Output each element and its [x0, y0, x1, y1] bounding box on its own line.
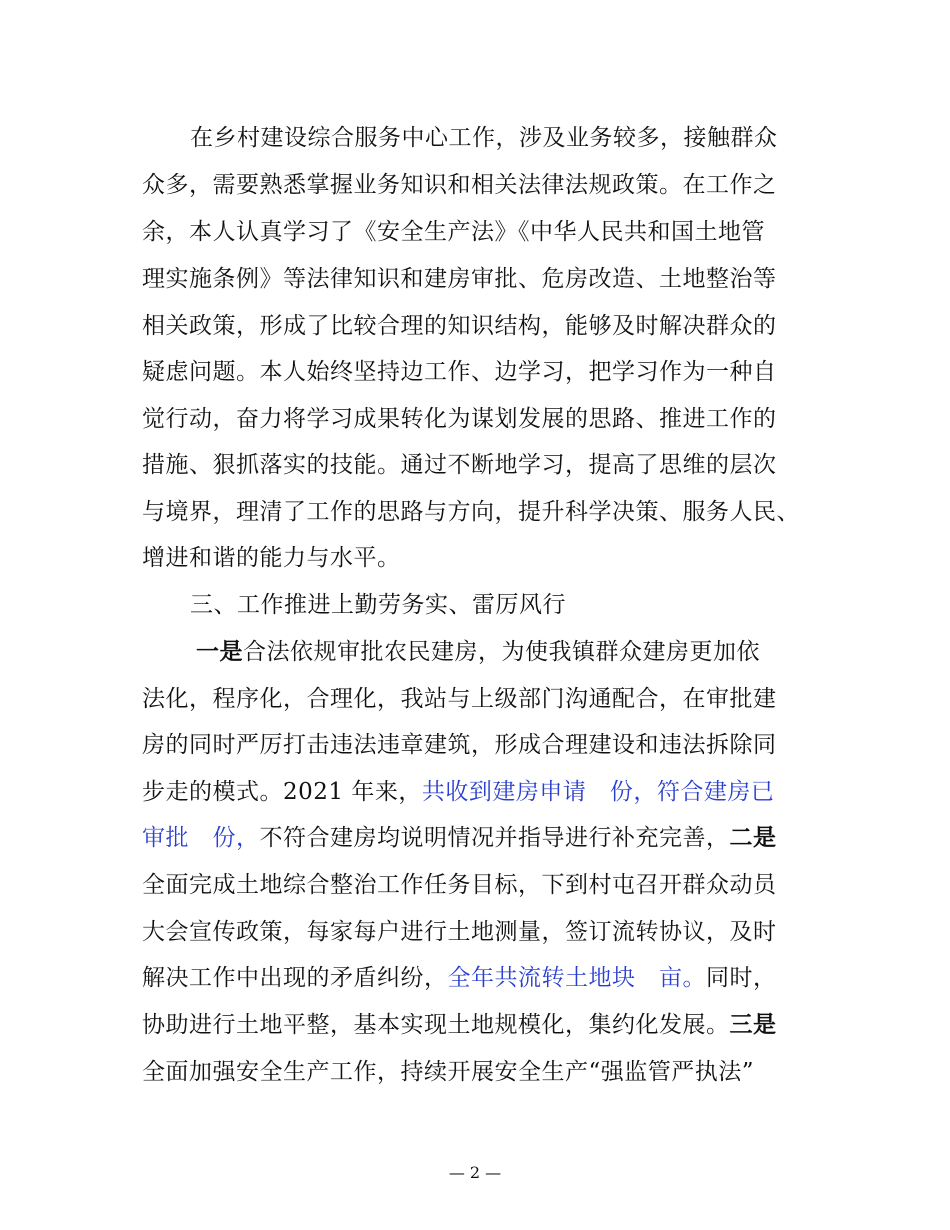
paragraph-line [142, 311, 777, 341]
paragraph-line [142, 497, 800, 527]
paragraph-line [142, 823, 777, 853]
paragraph-line [142, 404, 777, 434]
text-run: 在乡村建设综合服务中心工作，涉及业务较多，接触群众 [190, 125, 778, 151]
text-run: 同时， [706, 965, 777, 991]
paragraph-line [196, 637, 760, 667]
paragraph-line [142, 264, 777, 294]
highlighted-text: 审批 份， [142, 825, 260, 851]
paragraph-line [142, 917, 777, 947]
bold-lead: 一是 [196, 638, 243, 665]
text-run: 不符合建房均说明情况并指导进行补充完善， [259, 825, 730, 851]
bold-lead: 二是 [729, 824, 777, 851]
section-heading [190, 590, 566, 620]
paragraph-line [142, 1057, 754, 1087]
paragraph-line [142, 1010, 777, 1040]
text-run: 理实施条例》等法律知识和建房审批、危房改造、土地整治等 [142, 266, 777, 292]
paragraph-line [142, 963, 777, 993]
text-run: 全面加强安全生产工作，持续开展安全生产“强监管严执法” [142, 1059, 755, 1085]
text-run: 措施、狠抓落实的技能。通过不断地学习，提高了思维的层次 [142, 452, 777, 478]
highlighted-text: 全年共流转土地块 亩。 [447, 965, 706, 991]
text-run: 协助进行土地平整，基本实现土地规模化，集约化发展。 [142, 1012, 730, 1038]
text-run: 余，本人认真学习了《安全生产法》《中华人民共和国土地管 [142, 219, 765, 245]
text-run: 增进和谐的能力与水平。 [142, 545, 401, 571]
paragraph-line [142, 217, 765, 247]
text-run: 解决工作中出现的矛盾纠纷， [142, 965, 448, 991]
text-run: 大会宣传政策，每家每户进行土地测量，签订流转协议，及时 [142, 919, 777, 945]
paragraph-line [142, 543, 401, 573]
bold-lead: 三是 [729, 1011, 777, 1038]
text-run: 房的同时严厉打击违法违章建筑，形成合理建设和违法拆除同 [142, 732, 777, 758]
paragraph-line [142, 870, 777, 900]
text-run: 法化，程序化，合理化，我站与上级部门沟通配合，在审批建 [142, 686, 777, 712]
paragraph-line [142, 357, 777, 387]
text-run: 众多，需要熟悉掌握业务知识和相关法律法规政策。在工作之 [142, 172, 777, 198]
paragraph-line [142, 450, 777, 480]
paragraph-line [142, 170, 777, 200]
text-run: 疑虑问题。本人始终坚持边工作、边学习，把学习作为一种自 [142, 359, 777, 385]
highlighted-text: 共收到建房申请 份，符合建房已 [421, 779, 775, 805]
paragraph-line [142, 777, 774, 807]
heading-text: 三、工作推进上勤劳务实、雷厉风行 [190, 592, 566, 618]
page-number: — 2 — [448, 1163, 502, 1182]
text-run: 合法依规审批农民建房，为使我镇群众建房更加依 [243, 639, 760, 665]
paragraph-line [142, 730, 777, 760]
text-run: 相关政策，形成了比较合理的知识结构，能够及时解决群众的 [142, 313, 777, 339]
text-run: 步走的模式。2021 年来， [142, 779, 422, 805]
text-run: 全面完成土地综合整治工作任务目标，下到村屯召开群众动员 [142, 872, 777, 898]
text-run: 觉行动，奋力将学习成果转化为谋划发展的思路、推进工作的 [142, 406, 777, 432]
paragraph-line [190, 123, 778, 153]
paragraph-line [142, 684, 777, 714]
text-run: 与境界，理清了工作的思路与方向，提升科学决策、服务人民、 [142, 499, 800, 525]
